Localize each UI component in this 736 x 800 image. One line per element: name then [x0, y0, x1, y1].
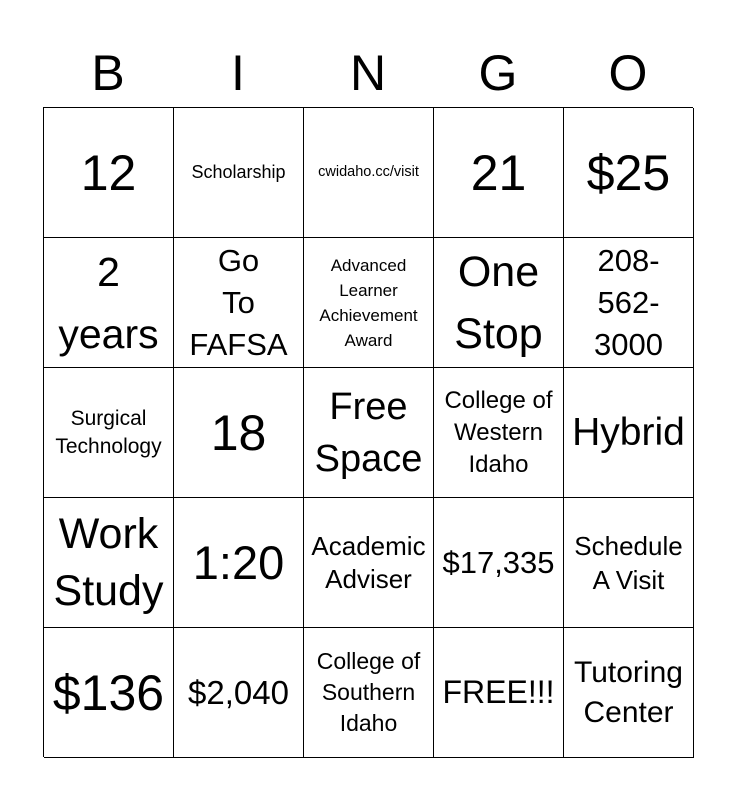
bingo-cell[interactable]	[174, 628, 304, 758]
cell-text: 12	[80, 144, 137, 201]
cell-text: FREE!!!	[442, 674, 555, 710]
bingo-cell[interactable]	[44, 498, 174, 628]
cell-text: Academic Adviser	[311, 530, 426, 594]
bingo-cell[interactable]	[434, 368, 564, 498]
cell-text: 1:20	[192, 535, 285, 589]
bingo-cell[interactable]	[174, 238, 304, 368]
header-letter-i: I	[231, 45, 245, 101]
header-letter-o: O	[608, 45, 648, 101]
bingo-cell[interactable]	[44, 628, 174, 758]
cell-text: 2 years	[58, 248, 159, 357]
bingo-cell[interactable]	[564, 498, 694, 628]
bingo-cell[interactable]	[304, 238, 434, 368]
bingo-cell[interactable]	[434, 498, 564, 628]
bingo-cell[interactable]	[304, 498, 434, 628]
bingo-cell[interactable]	[174, 108, 304, 238]
header-letter-g: G	[478, 45, 518, 101]
bingo-cell[interactable]	[564, 628, 694, 758]
bingo-cell[interactable]	[434, 108, 564, 238]
bingo-cell[interactable]	[44, 368, 174, 498]
cell-text: 18	[210, 404, 267, 461]
bingo-cell[interactable]	[44, 238, 174, 368]
cell-text: Scholarship	[191, 162, 286, 182]
cell-text: 208- 562- 3000	[594, 242, 663, 362]
bingo-cell[interactable]	[174, 368, 304, 498]
cell-text: Hybrid	[572, 411, 685, 454]
cell-text: Free Space	[314, 385, 423, 480]
cell-text: 21	[470, 144, 527, 201]
cell-text: One Stop	[454, 247, 543, 358]
bingo-cell[interactable]	[564, 238, 694, 368]
bingo-cell[interactable]	[564, 368, 694, 498]
cell-text: $2,040	[188, 674, 289, 711]
cell-text: cwidaho.cc/visit	[318, 164, 419, 180]
cell-text: College of Western Idaho	[444, 386, 553, 478]
bingo-cell[interactable]	[174, 498, 304, 628]
cell-text: $136	[52, 664, 165, 721]
header-letter-b: B	[91, 45, 125, 101]
cell-text: Work Study	[53, 509, 164, 615]
bingo-grid	[43, 107, 693, 757]
bingo-cell[interactable]	[434, 628, 564, 758]
bingo-cell[interactable]	[564, 108, 694, 238]
cell-text: Advanced Learner Achievement Award	[319, 255, 418, 350]
cell-text: Surgical Technology	[55, 406, 162, 458]
cell-text: $25	[586, 144, 671, 201]
cell-text: $17,335	[442, 545, 555, 580]
bingo-cell[interactable]	[304, 368, 434, 498]
bingo-cell[interactable]	[304, 628, 434, 758]
cell-text: College of Southern Idaho	[316, 648, 421, 736]
bingo-cell[interactable]	[434, 238, 564, 368]
bingo-header	[43, 42, 693, 104]
bingo-cell[interactable]	[304, 108, 434, 238]
bingo-cell[interactable]	[44, 108, 174, 238]
cell-text: Go To FAFSA	[189, 242, 288, 362]
cell-text: Tutoring Center	[574, 655, 683, 729]
cell-text: Schedule A Visit	[574, 530, 683, 595]
header-letter-n: N	[349, 45, 387, 101]
